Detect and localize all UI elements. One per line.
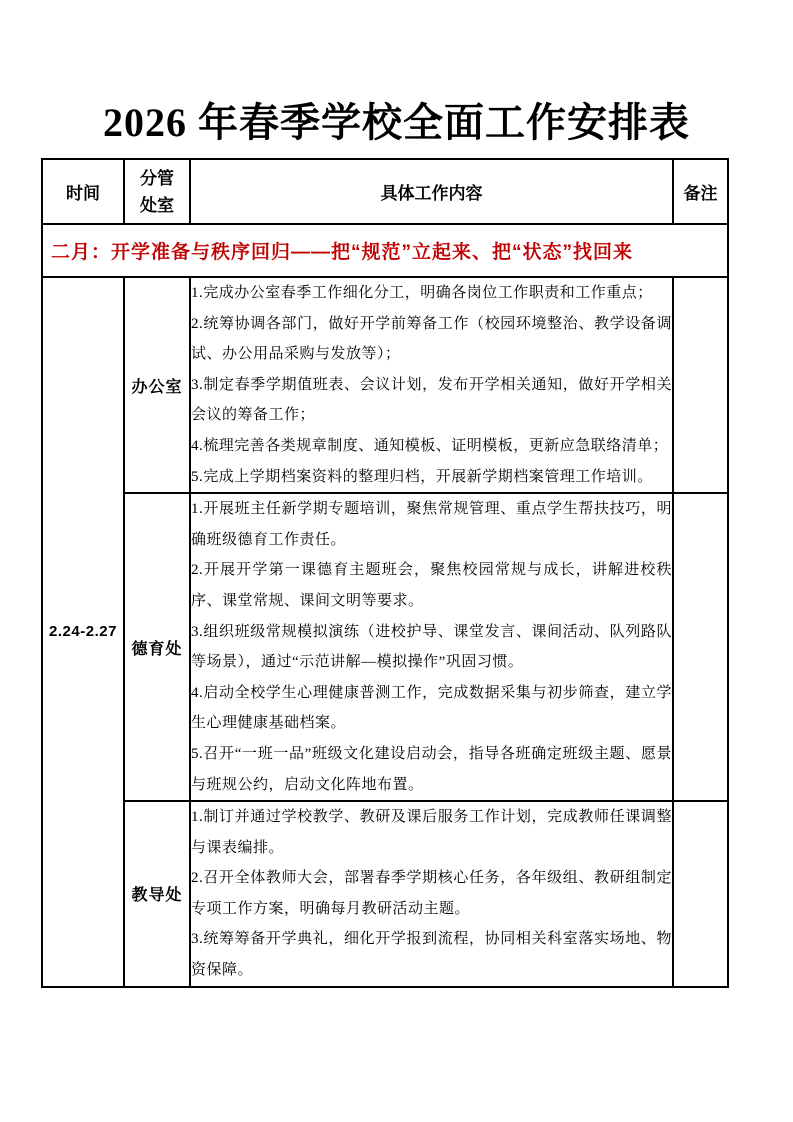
section-row-office [42,277,728,493]
work-item: 2.开展开学第一课德育主题班会，聚焦校园常规与成长，讲解进校秩序、课堂常规、课间文明等要求。 [191,562,672,609]
column-header-department [124,159,190,224]
month-banner-row [42,224,728,277]
work-item: 3.组织班级常规模拟演练（进校护导、课堂发言、课间活动、队列路队等场景），通过“示范讲解—模拟操作”巩固习惯。 [191,623,672,671]
time-range-cell: 2.24-2.27 [42,277,124,987]
work-item: 2.统筹协调各部门，做好开学前筹备工作（校园环境整治、教学设备调试、办公用品采购与发放等）； [191,315,672,363]
work-item: 3.制定春季学期值班表、会议计划，发布开学相关通知，做好开学相关会议的筹备工作； [191,376,672,424]
section-row-moral-education [42,493,728,801]
page-title: 2026 年春季学校全面工作安排表 [103,100,690,145]
work-items-moral-education [190,493,673,801]
note-cell [673,801,728,987]
department-cell-teaching-affairs: 教导处 [124,801,190,987]
note-cell [673,277,728,493]
work-item: 5.召开“一班一品”班级文化建设启动会，指导各班确定班级主题、愿景与班规公约，启动文化阵地布置。 [191,745,672,793]
work-item: 1.开展班主任新学期专题培训，聚焦常规管理、重点学生帮扶技巧，明确班级德育工作责任。 [191,501,672,548]
work-items-teaching-affairs [190,801,673,987]
section-row-teaching-affairs [42,801,728,987]
department-cell-moral-education: 德育处 [124,493,190,801]
work-items-office [190,277,673,493]
column-header-content: 具体工作内容 [190,159,673,224]
work-item: 3.统筹筹备开学典礼，细化开学报到流程，协同相关科室落实场地、物资保障。 [191,931,672,979]
work-item: 5.完成上学期档案资料的整理归档，开展新学期档案管理工作培训。 [191,468,653,485]
column-header-department-line2: 处室 [140,195,174,215]
column-header-time: 时间 [42,159,124,224]
table-header-row [42,159,728,224]
work-item: 1.完成办公室春季工作细化分工，明确各岗位工作职责和工作重点； [191,285,653,301]
month-banner-text: 二月：开学准备与秩序回归——把“规范”立起来、把“状态”找回来 [42,224,728,277]
column-header-department-line1: 分管 [140,168,174,188]
work-item: 4.梳理完善各类规章制度、通知模板、证明模板，更新应急联络清单； [191,437,669,454]
note-cell [673,493,728,801]
column-header-note: 备注 [673,159,728,224]
work-item: 2.召开全体教师大会，部署春季学期核心任务，各年级组、教研组制定专项工作方案，明确每月教研活动主题。 [191,870,672,917]
work-item: 1.制订并通过学校教学、教研及课后服务工作计划，完成教师任课调整与课表编排。 [191,809,672,856]
work-item: 4.启动全校学生心理健康普测工作，完成数据采集与初步筛查，建立学生心理健康基础档案。 [191,684,672,732]
department-cell-office: 办公室 [124,277,190,493]
work-schedule-table [41,158,729,988]
